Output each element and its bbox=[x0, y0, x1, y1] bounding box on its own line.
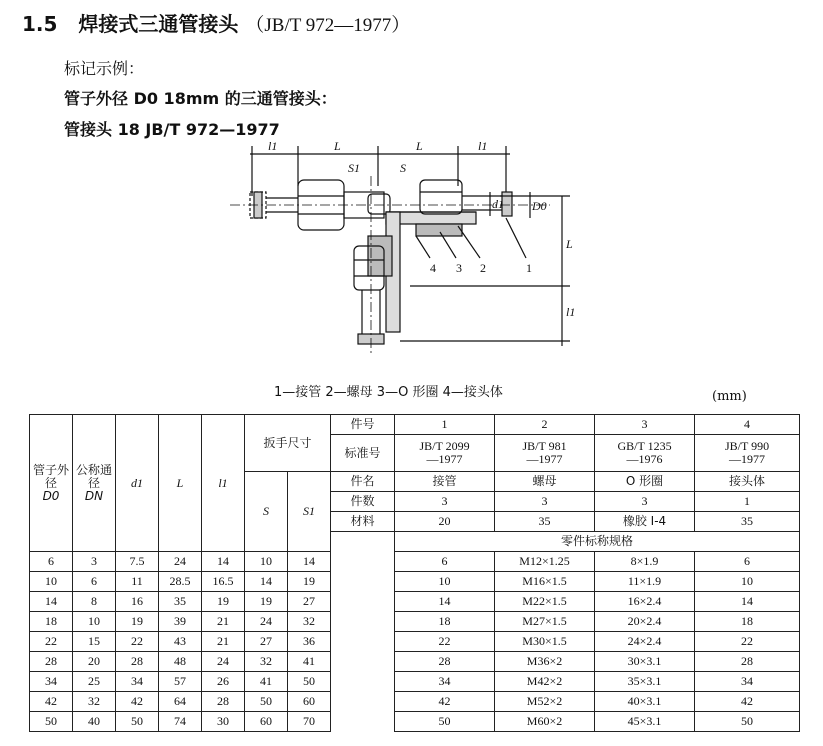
table-row bbox=[30, 652, 800, 672]
cell-s1: 36 bbox=[288, 632, 331, 652]
cell-d0: 6 bbox=[30, 552, 73, 572]
part-name: 螺母 bbox=[495, 472, 595, 492]
dim-l1-right: l1 bbox=[478, 139, 488, 153]
cell-d0: 10 bbox=[30, 572, 73, 592]
cell-s1: 50 bbox=[288, 672, 331, 692]
col-header-L: L bbox=[159, 415, 202, 552]
cell-pipe-spec: 28 bbox=[395, 652, 495, 672]
blank-cell bbox=[331, 692, 395, 712]
row-label-material: 材料 bbox=[331, 512, 395, 532]
section-number: 1.5 bbox=[22, 12, 58, 36]
cell-L: 57 bbox=[159, 672, 202, 692]
blank-cell bbox=[331, 552, 395, 572]
part-standard: JB/T 2099 —1977 bbox=[395, 435, 495, 472]
cell-d0: 14 bbox=[30, 592, 73, 612]
row-label-standard: 标准号 bbox=[331, 435, 395, 472]
cell-L: 28.5 bbox=[159, 572, 202, 592]
cell-L: 48 bbox=[159, 652, 202, 672]
cell-pipe-spec: 34 bbox=[395, 672, 495, 692]
cell-s1: 32 bbox=[288, 612, 331, 632]
part-number: 1 bbox=[395, 415, 495, 435]
cell-d1: 19 bbox=[116, 612, 159, 632]
col-header-d0: 管子外径 D0 bbox=[30, 415, 73, 552]
cell-s: 60 bbox=[245, 712, 288, 732]
dim-L-vertical: L bbox=[566, 237, 573, 251]
cell-s1: 60 bbox=[288, 692, 331, 712]
section-heading bbox=[22, 8, 410, 37]
cell-dn: 32 bbox=[73, 692, 116, 712]
cell-L: 24 bbox=[159, 552, 202, 572]
cell-d1: 28 bbox=[116, 652, 159, 672]
cell-oring-spec: 40×3.1 bbox=[595, 692, 695, 712]
cell-pipe-spec: 6 bbox=[395, 552, 495, 572]
dim-D0: D0 bbox=[532, 199, 547, 213]
table-row bbox=[30, 712, 800, 732]
part-name: 接管 bbox=[395, 472, 495, 492]
part-standard: JB/T 990 —1977 bbox=[695, 435, 800, 472]
cell-body-spec: 14 bbox=[695, 592, 800, 612]
cell-pipe-spec: 42 bbox=[395, 692, 495, 712]
dim-L-left: L bbox=[334, 139, 341, 153]
section-standard: （JB/T 972—1977） bbox=[245, 15, 411, 36]
cell-nut-spec: M36×2 bbox=[495, 652, 595, 672]
cell-d1: 50 bbox=[116, 712, 159, 732]
cell-s: 10 bbox=[245, 552, 288, 572]
marking-description: 管子外径 D0 18mm 的三通管接头： bbox=[64, 89, 337, 108]
dim-S: S bbox=[400, 161, 406, 175]
blank-cell bbox=[331, 572, 395, 592]
cell-s: 27 bbox=[245, 632, 288, 652]
dim-d1: d1 bbox=[492, 197, 504, 211]
blank-cell bbox=[331, 712, 395, 732]
cell-s: 14 bbox=[245, 572, 288, 592]
cell-l1: 30 bbox=[202, 712, 245, 732]
part-count: 3 bbox=[395, 492, 495, 512]
row-label-name: 件名 bbox=[331, 472, 395, 492]
part-name: 接头体 bbox=[695, 472, 800, 492]
cell-body-spec: 10 bbox=[695, 572, 800, 592]
cell-L: 74 bbox=[159, 712, 202, 732]
part-number: 4 bbox=[695, 415, 800, 435]
cell-l1: 21 bbox=[202, 612, 245, 632]
part-count: 3 bbox=[595, 492, 695, 512]
cell-oring-spec: 11×1.9 bbox=[595, 572, 695, 592]
cell-dn: 8 bbox=[73, 592, 116, 612]
cell-body-spec: 22 bbox=[695, 632, 800, 652]
callout-2: 2 bbox=[480, 261, 486, 275]
cell-nut-spec: M16×1.5 bbox=[495, 572, 595, 592]
cell-s1: 41 bbox=[288, 652, 331, 672]
row-label-count: 件数 bbox=[331, 492, 395, 512]
cell-s: 24 bbox=[245, 612, 288, 632]
cell-s1: 19 bbox=[288, 572, 331, 592]
table-row bbox=[30, 692, 800, 712]
cell-nut-spec: M42×2 bbox=[495, 672, 595, 692]
cell-l1: 14 bbox=[202, 552, 245, 572]
cell-body-spec: 34 bbox=[695, 672, 800, 692]
table-row bbox=[30, 572, 800, 592]
table-row bbox=[30, 672, 800, 692]
cell-pipe-spec: 50 bbox=[395, 712, 495, 732]
col-header-wrench: 扳手尺寸 bbox=[245, 415, 331, 472]
tee-joint-drawing bbox=[190, 136, 590, 361]
callout-1: 1 bbox=[526, 261, 532, 275]
part-count: 1 bbox=[695, 492, 800, 512]
cell-s: 32 bbox=[245, 652, 288, 672]
part-standard: JB/T 981 —1977 bbox=[495, 435, 595, 472]
callout-4: 4 bbox=[430, 261, 436, 275]
col-header-dn: 公称通径 DN bbox=[73, 415, 116, 552]
dim-l1-left: l1 bbox=[268, 139, 278, 153]
col-header-l1: l1 bbox=[202, 415, 245, 552]
part-material: 20 bbox=[395, 512, 495, 532]
cell-L: 35 bbox=[159, 592, 202, 612]
cell-body-spec: 18 bbox=[695, 612, 800, 632]
unit-label: (mm) bbox=[712, 389, 747, 404]
cell-l1: 24 bbox=[202, 652, 245, 672]
spec-body bbox=[30, 552, 800, 732]
cell-oring-spec: 8×1.9 bbox=[595, 552, 695, 572]
table-row bbox=[30, 632, 800, 652]
cell-nut-spec: M12×1.25 bbox=[495, 552, 595, 572]
cell-d1: 16 bbox=[116, 592, 159, 612]
cell-L: 43 bbox=[159, 632, 202, 652]
col-header-s: S bbox=[245, 472, 288, 552]
marking-example: 管接头 18 JB/T 972—1977 bbox=[64, 120, 280, 139]
callout-3: 3 bbox=[456, 261, 462, 275]
cell-nut-spec: M60×2 bbox=[495, 712, 595, 732]
dim-S1: S1 bbox=[348, 161, 360, 175]
dim-l1-vertical: l1 bbox=[566, 305, 576, 319]
cell-s1: 27 bbox=[288, 592, 331, 612]
row-label-number: 件号 bbox=[331, 415, 395, 435]
part-standard: GB/T 1235 —1976 bbox=[595, 435, 695, 472]
cell-oring-spec: 45×3.1 bbox=[595, 712, 695, 732]
cell-pipe-spec: 14 bbox=[395, 592, 495, 612]
cell-d0: 28 bbox=[30, 652, 73, 672]
cell-L: 39 bbox=[159, 612, 202, 632]
blank-cell bbox=[331, 672, 395, 692]
dim-L-right: L bbox=[416, 139, 423, 153]
cell-pipe-spec: 22 bbox=[395, 632, 495, 652]
part-material: 35 bbox=[495, 512, 595, 532]
cell-dn: 40 bbox=[73, 712, 116, 732]
col-header-d1: d1 bbox=[116, 415, 159, 552]
col-header-s1: S1 bbox=[288, 472, 331, 552]
cell-L: 64 bbox=[159, 692, 202, 712]
part-material: 橡胶 I-4 bbox=[595, 512, 695, 532]
cell-d1: 7.5 bbox=[116, 552, 159, 572]
cell-d1: 22 bbox=[116, 632, 159, 652]
cell-oring-spec: 16×2.4 bbox=[595, 592, 695, 612]
cell-s: 41 bbox=[245, 672, 288, 692]
part-count: 3 bbox=[495, 492, 595, 512]
cell-nut-spec: M27×1.5 bbox=[495, 612, 595, 632]
cell-nut-spec: M30×1.5 bbox=[495, 632, 595, 652]
spec-table bbox=[29, 414, 800, 732]
cell-s: 50 bbox=[245, 692, 288, 712]
table-row bbox=[30, 552, 800, 572]
table-row bbox=[30, 612, 800, 632]
cell-pipe-spec: 10 bbox=[395, 572, 495, 592]
cell-pipe-spec: 18 bbox=[395, 612, 495, 632]
cell-l1: 28 bbox=[202, 692, 245, 712]
cell-l1: 21 bbox=[202, 632, 245, 652]
part-number: 2 bbox=[495, 415, 595, 435]
cell-oring-spec: 30×3.1 bbox=[595, 652, 695, 672]
cell-d0: 50 bbox=[30, 712, 73, 732]
cell-d0: 42 bbox=[30, 692, 73, 712]
blank-cell bbox=[331, 652, 395, 672]
cell-oring-spec: 20×2.4 bbox=[595, 612, 695, 632]
cell-l1: 19 bbox=[202, 592, 245, 612]
part-number: 3 bbox=[595, 415, 695, 435]
blank-cell bbox=[331, 532, 395, 552]
cell-d0: 18 bbox=[30, 612, 73, 632]
blank-cell bbox=[331, 612, 395, 632]
cell-body-spec: 50 bbox=[695, 712, 800, 732]
cell-body-spec: 42 bbox=[695, 692, 800, 712]
cell-d0: 34 bbox=[30, 672, 73, 692]
blank-cell bbox=[331, 632, 395, 652]
cell-l1: 16.5 bbox=[202, 572, 245, 592]
cell-d1: 42 bbox=[116, 692, 159, 712]
spec-title: 零件标称规格 bbox=[395, 532, 800, 552]
cell-s: 19 bbox=[245, 592, 288, 612]
cell-oring-spec: 24×2.4 bbox=[595, 632, 695, 652]
cell-dn: 3 bbox=[73, 552, 116, 572]
cell-nut-spec: M22×1.5 bbox=[495, 592, 595, 612]
cell-d1: 34 bbox=[116, 672, 159, 692]
cell-body-spec: 6 bbox=[695, 552, 800, 572]
cell-body-spec: 28 bbox=[695, 652, 800, 672]
table-row bbox=[30, 592, 800, 612]
cell-dn: 15 bbox=[73, 632, 116, 652]
cell-d0: 22 bbox=[30, 632, 73, 652]
marking-label: 标记示例： bbox=[64, 59, 145, 78]
cell-nut-spec: M52×2 bbox=[495, 692, 595, 712]
cell-s1: 70 bbox=[288, 712, 331, 732]
cell-oring-spec: 35×3.1 bbox=[595, 672, 695, 692]
cell-dn: 20 bbox=[73, 652, 116, 672]
cell-dn: 25 bbox=[73, 672, 116, 692]
cell-s1: 14 bbox=[288, 552, 331, 572]
blank-cell bbox=[331, 592, 395, 612]
section-title: 焊接式三通管接头 bbox=[78, 12, 239, 36]
cell-d1: 11 bbox=[116, 572, 159, 592]
cell-l1: 26 bbox=[202, 672, 245, 692]
figure-caption: 1—接管 2—螺母 3—O 形圈 4—接头体 bbox=[274, 385, 503, 400]
part-material: 35 bbox=[695, 512, 800, 532]
part-name: O 形圈 bbox=[595, 472, 695, 492]
cell-dn: 6 bbox=[73, 572, 116, 592]
cell-dn: 10 bbox=[73, 612, 116, 632]
